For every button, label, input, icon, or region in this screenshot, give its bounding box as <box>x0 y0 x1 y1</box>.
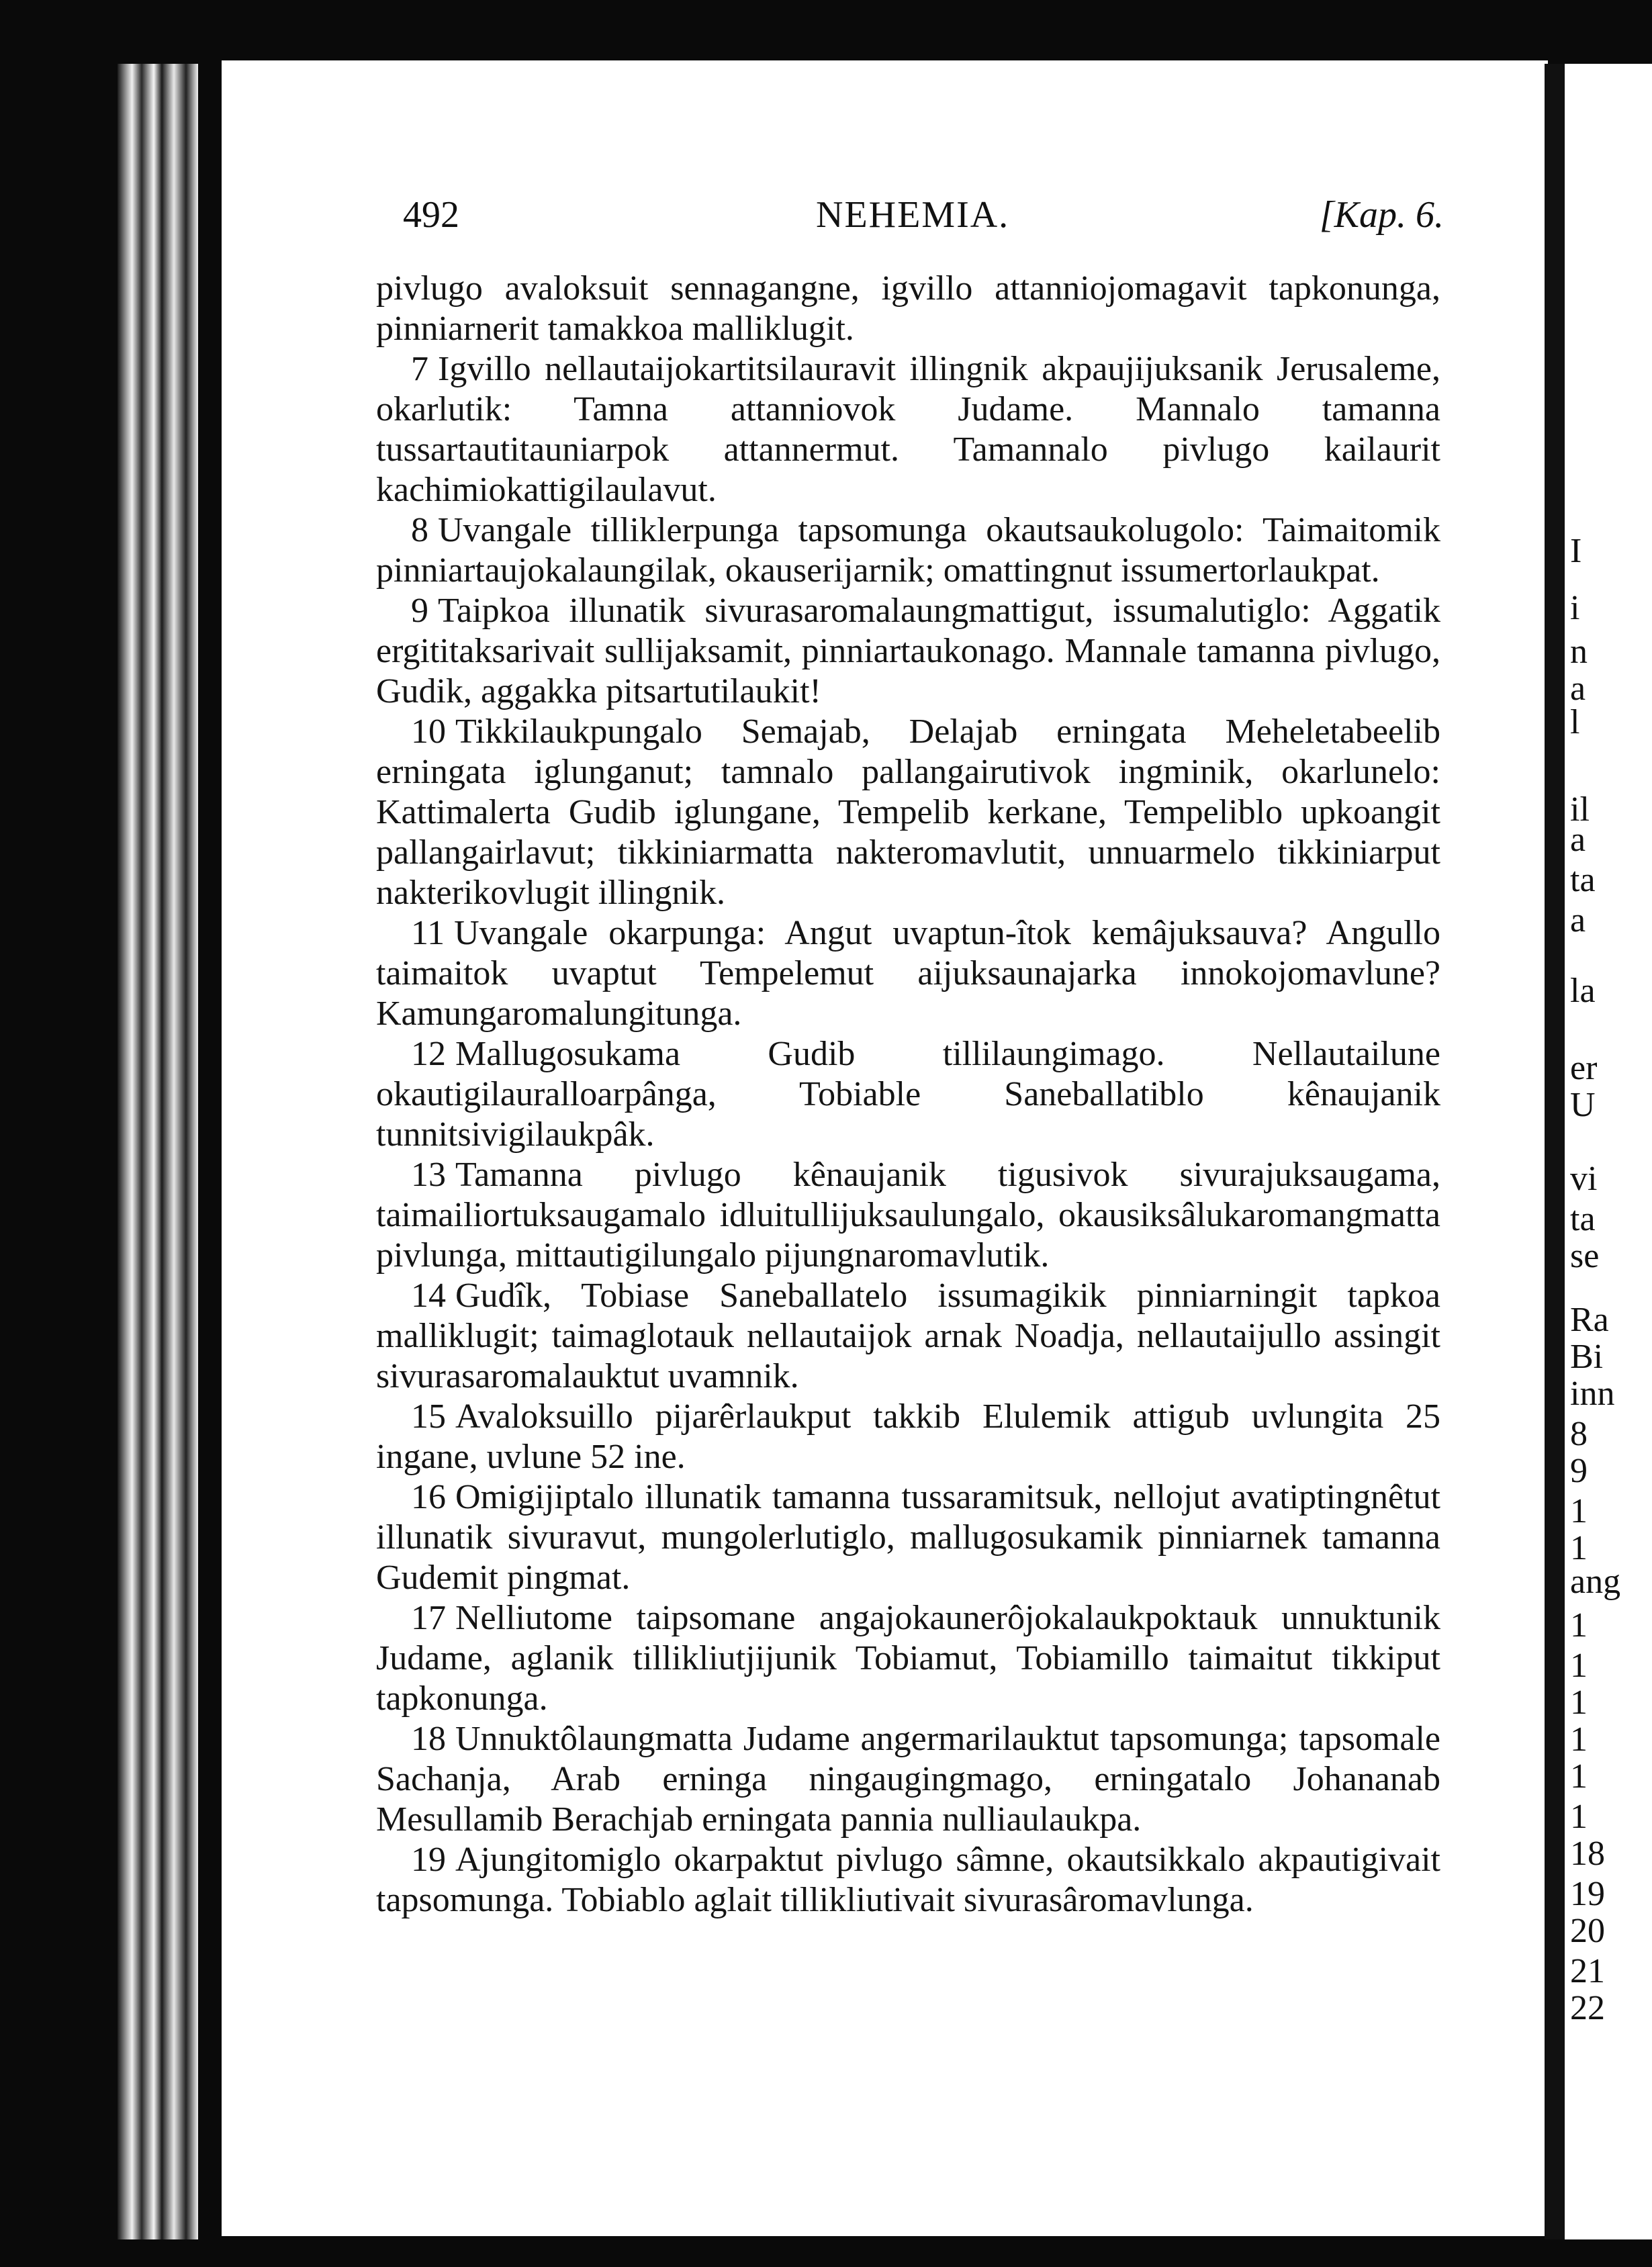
facing-page-text-fragment: 22 <box>1570 1989 1605 2027</box>
facing-page-text-fragment: 1 <box>1570 1798 1588 1836</box>
facing-page-text-fragment: a <box>1570 821 1586 859</box>
verse-text: Mallugosukama Gudib tillilaungimago. Nellautailune okautigilauralloarpânga, Tobiable Saneballatiblo kênaujanik tunnitsivigilaukpâk. <box>376 1035 1440 1154</box>
facing-page-text-fragment: vi <box>1570 1160 1598 1198</box>
facing-page-text-fragment: 8 <box>1570 1415 1588 1453</box>
verse-number: 11 <box>411 914 445 952</box>
verse <box>376 591 1440 712</box>
facing-page-text-fragment: la <box>1570 972 1596 1010</box>
facing-page-text-fragment: 1 <box>1570 1492 1588 1530</box>
verse <box>376 1598 1440 1719</box>
facing-page-text-fragment: 1 <box>1570 1529 1588 1567</box>
page-body-text <box>376 269 1440 1921</box>
verse <box>376 1034 1440 1155</box>
facing-page-text-fragment: 1 <box>1570 1720 1588 1759</box>
verse-number: 10 <box>411 712 446 751</box>
verse-text: Tamanna pivlugo kênaujanik tigusivok sivurajuksaugama, taimailiortuksaugamalo idluitullijuksaulungalo, okausiksâlukaromangmatta pivlunga, mittautigilungalo pijungnaromavlutik. <box>376 1156 1440 1275</box>
verse-text: Taipkoa illunatik sivurasaromalaungmattigut, issumalutiglo: Aggatik ergititaksarivait sullijaksamit, pinniartaukonago. Mannale tamanna pivlugo, Gudik, aggakka pitsartutilaukit! <box>376 592 1440 710</box>
verse-number: 17 <box>411 1599 446 1637</box>
verse-number: 19 <box>411 1841 446 1879</box>
verse-number: 8 <box>411 511 428 549</box>
verse-number: 12 <box>411 1035 446 1073</box>
facing-page-text-fragment: ta <box>1570 1200 1596 1238</box>
verse <box>376 1719 1440 1840</box>
verse-text: Gudîk, Tobiase Saneballatelo issumagikik pinniarningit tapkoa malliklugit; taimaglotauk nellautaijok arnak Noadja, nellautaijullo assingit sivurasaromalauktut uvamnik. <box>376 1277 1440 1395</box>
facing-page-text-fragment: 9 <box>1570 1452 1588 1490</box>
verse-text: Omigijiptalo illunatik tamanna tussaramitsuk, nellojut avatiptingnêtut illunatik sivuravut, mungolerlutiglo, mallugosukamik pinniarnek tamanna Gudemit pingmat. <box>376 1478 1440 1597</box>
facing-page-text-fragment: 21 <box>1570 1952 1605 1990</box>
verse <box>376 1155 1440 1276</box>
facing-page-text-fragment: er <box>1570 1049 1598 1087</box>
facing-page-text-fragment: 1 <box>1570 1757 1588 1796</box>
page-gutter-shadow <box>1545 64 1565 2239</box>
verse <box>376 1276 1440 1397</box>
facing-page-text-fragment: a <box>1570 901 1586 939</box>
verse-number: 9 <box>411 592 428 630</box>
verse <box>376 510 1440 591</box>
page-number: 492 <box>403 194 459 236</box>
facing-page-text-fragment: i <box>1570 589 1580 627</box>
facing-page-text-fragment: ang <box>1570 1563 1621 1601</box>
verse <box>376 1397 1440 1477</box>
verse-number: 14 <box>411 1277 446 1315</box>
verse-number: 13 <box>411 1156 446 1194</box>
facing-page-text-fragment: 20 <box>1570 1912 1605 1950</box>
running-header <box>403 193 1444 240</box>
facing-page-text-fragment: 1 <box>1570 1647 1588 1685</box>
verse-text: Nelliutome taipsomane angajokaunerôjokalaukpoktauk unnuktunik Judame, aglanik tillikliutjijunik Tobiamut, Tobiamillo taimaitut tikkiput tapkonunga. <box>376 1599 1440 1718</box>
verse-text: Uvangale okarpunga: Angut uvaptun-îtok kemâjuksauva? Angullo taimaitok uvaptut Tempelemut aijuksaunajarka innokojomavlune? Kamungaromalungitunga. <box>376 914 1440 1033</box>
facing-page-text-fragment: Ra <box>1570 1301 1609 1339</box>
book-binding <box>118 64 198 2239</box>
facing-page-text-fragment: 1 <box>1570 1606 1588 1645</box>
verse-text: Tikkilaukpungalo Semajab, Delajab erningata Meheletabeelib erningata iglunganut; tamnalo pallangairutivok ingminik, okarlunelo: Kattimalerta Gudib iglungane, Tempelib kerkane, Tempeliblo upkoangit pallangairlavut; tikkiniarmatta nakteromavlutit, unnuarmelo tikkiniarput nakterikovlugit illingnik. <box>376 712 1440 912</box>
verse-number: 7 <box>411 350 428 388</box>
facing-page-text-fragment: U <box>1570 1086 1596 1124</box>
verse-number: 16 <box>411 1478 446 1516</box>
verse <box>376 913 1440 1034</box>
verse <box>376 712 1440 913</box>
verse-number: 15 <box>411 1397 446 1436</box>
facing-page-text-fragment: l <box>1570 703 1580 741</box>
facing-page-text-fragment: inn <box>1570 1375 1615 1413</box>
facing-page-text-fragment: se <box>1570 1237 1600 1275</box>
verse <box>376 349 1440 510</box>
facing-page-text-fragment: 1 <box>1570 1683 1588 1722</box>
verse-text: Uvangale tilliklerpunga tapsomunga okautsaukolugolo: Taimaitomik pinniartaujokalaungilak, okauserijarnik; omattingnut issumertorlaukpat. <box>376 511 1440 590</box>
continuation-paragraph: pivlugo avaloksuit sennagangne, igvillo attanniojomagavit tapkonunga, pinniarnerit tamakkoa malliklugit. <box>376 269 1440 348</box>
facing-page-text-fragment: 19 <box>1570 1875 1605 1913</box>
chapter-reference: [Kap. 6. <box>1319 194 1444 236</box>
facing-page-text-fragment: ta <box>1570 861 1596 899</box>
facing-page-text-fragment: n <box>1570 633 1588 671</box>
verse-text: Unnuktôlaungmatta Judame angermarilauktut tapsomunga; tapsomale Sachanja, Arab erninga ningaugingmago, erningatalo Johananab Mesullamib Berachjab erningata pannia nulliaulaukpa. <box>376 1720 1440 1839</box>
facing-page-text-fragment: il <box>1570 790 1590 829</box>
facing-page-text-fragment: I <box>1570 532 1582 570</box>
verse-text: Ajungitomiglo okarpaktut pivlugo sâmne, okautsikkalo akpautigivait tapsomunga. Tobiablo aglait tillikliutivait sivurasâromavlunga. <box>376 1841 1440 1919</box>
verse-text: Igvillo nellautaijokartitsilauravit illingnik akpaujijuksanik Jerusaleme, okarlutik: Tamna attanniovok Judame. Mannalo tamanna tussartautitauniarpok attannermut. Tamannalo pivlugo kailaurit kachimiokattigilaulavut. <box>376 350 1440 509</box>
verse <box>376 1840 1440 1921</box>
facing-page-text-fragment: Bi <box>1570 1338 1604 1376</box>
running-title: NEHEMIA. <box>816 194 1010 236</box>
facing-page-fragment <box>1565 64 1652 2239</box>
verse-list <box>376 349 1440 1921</box>
verse-number: 18 <box>411 1720 446 1758</box>
facing-page-text-fragment: a <box>1570 669 1586 708</box>
facing-page-text-fragment: 18 <box>1570 1835 1605 1873</box>
verse-text: Avaloksuillo pijarêrlaukput takkib Elulemik attigub uvlungita 25 ingane, uvlune 52 ine. <box>376 1397 1440 1476</box>
verse <box>376 1477 1440 1598</box>
